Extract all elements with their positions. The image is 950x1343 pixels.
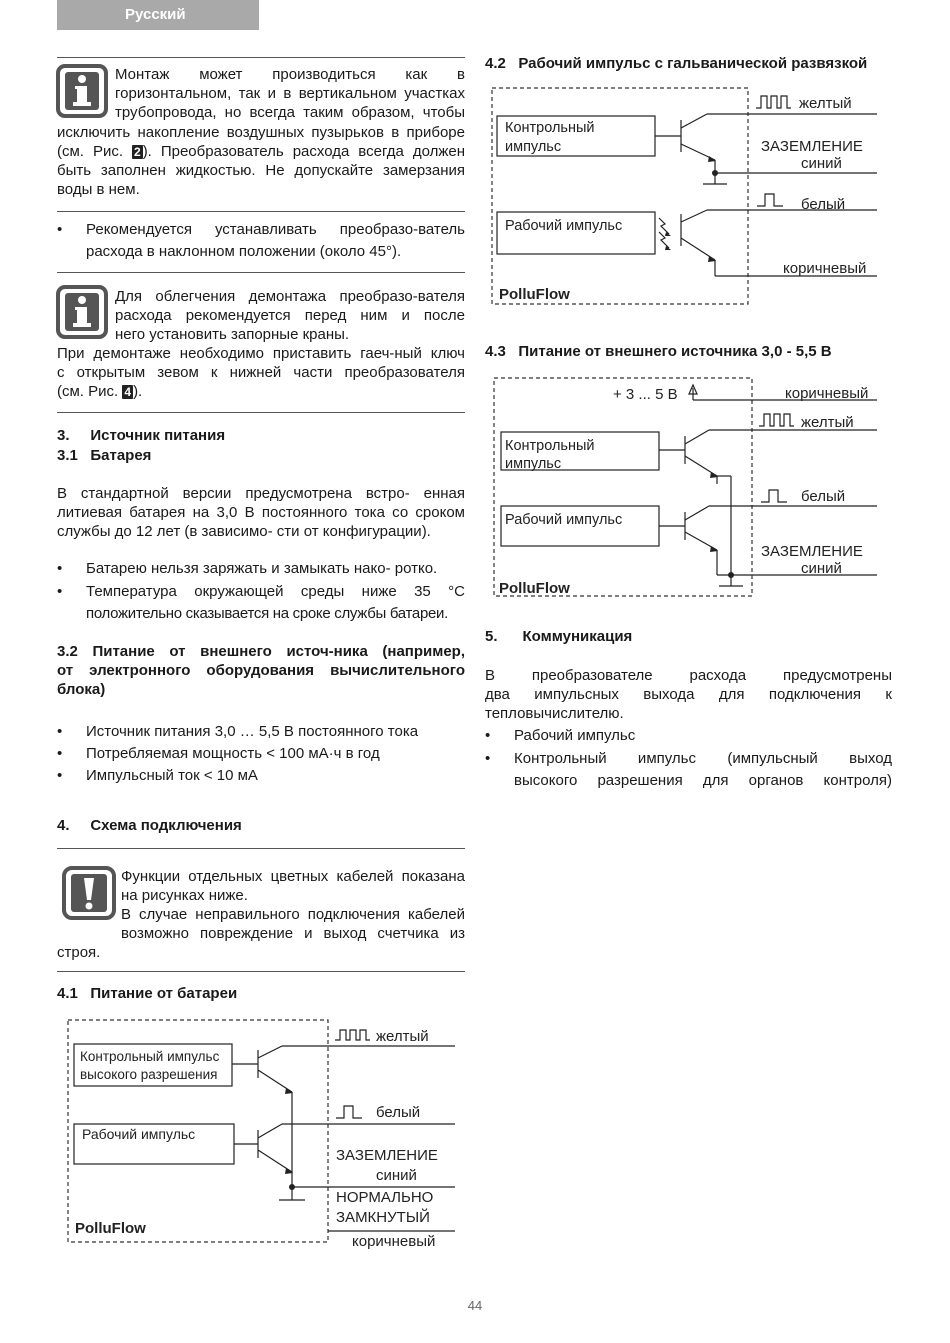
list-item-text: Источник питания 3,0 … 5,5 В постоянного тока — [86, 723, 419, 740]
info-text-line: исключить накопление воздушных пузырьков в приборе — [57, 124, 465, 141]
wire-label-yellow: желтый — [799, 95, 852, 112]
box-label: Контрольный — [505, 120, 595, 136]
brand-label: PolluFlow — [75, 1220, 146, 1237]
bullet-icon: • — [57, 745, 63, 762]
brand-label: PolluFlow — [499, 580, 570, 597]
bullet-icon: • — [57, 767, 63, 784]
wire-label-brown: коричневый — [785, 385, 869, 402]
info-text-line: него установить запорные краны. — [115, 326, 350, 343]
bullet-icon: • — [57, 221, 63, 238]
divider — [57, 412, 465, 413]
wire-label-nc: ЗАМКНУТЫЙ — [336, 1209, 430, 1226]
box-label: Рабочий импульс — [82, 1126, 196, 1142]
wire-label-blue: синий — [801, 155, 842, 172]
info-text-line: горизонтальном, так и в вертикальном участках — [115, 85, 465, 102]
list-item — [485, 725, 892, 747]
divider — [57, 848, 465, 849]
body-text-line: службы до 12 лет (в зависимо- сти от конфигурации). — [57, 523, 431, 540]
bullet-icon: • — [485, 727, 491, 744]
wiring-diagram-battery — [60, 1012, 460, 1252]
section-heading: от электронного оборудования вычислительного — [57, 662, 465, 679]
wire-label-brown: коричневый — [352, 1233, 436, 1250]
list-item — [57, 721, 465, 743]
divider — [57, 971, 465, 972]
section-heading: 4.1 Питание от батареи — [57, 985, 238, 1002]
wire-label-ground: ЗАЗЕМЛЕНИЕ — [761, 138, 863, 155]
section-heading: 4.3 Питание от внешнего источника 3,0 - 5,5 В — [485, 343, 832, 360]
info-text-line: с открытым зевом к нижней части преобразователя — [57, 364, 465, 381]
bullet-icon: • — [485, 750, 491, 767]
list-item-text: Рекомендуется устанавливать преобразо-ватель — [86, 221, 465, 238]
body-text-line: литиевая батарея на 3,0 В постоянного тока со сроком — [57, 504, 465, 521]
box-label: импульс — [505, 456, 562, 472]
wire-label-ground: ЗАЗЕМЛЕНИЕ — [336, 1147, 438, 1164]
info-text-line: воды в нем. — [57, 181, 140, 198]
page-number: 44 — [467, 1298, 483, 1313]
info-text-line: Монтаж может производиться как в — [115, 66, 465, 83]
info-text-line: Для облегчения демонтажа преобразо-вателя — [115, 288, 465, 305]
body-text-line: В стандартной версии предусмотрена встро- енная — [57, 485, 465, 502]
section-heading: блока) — [57, 681, 106, 698]
list-item-text: Рабочий импульс — [514, 727, 636, 744]
bullet-icon: • — [57, 583, 63, 600]
figure-number-badge: 4 — [124, 385, 132, 399]
section-heading: 5. Коммуникация — [485, 628, 633, 645]
list-item-text: положительно сказывается на сроке службы батареи. — [86, 605, 448, 622]
wire-label-white: белый — [376, 1104, 421, 1121]
info-icon — [56, 285, 108, 344]
divider — [57, 57, 465, 58]
divider — [57, 272, 465, 273]
wiring-diagram-external — [485, 372, 885, 607]
list-item-text: Контрольный импульс (импульсный выход — [514, 750, 892, 767]
info-text-line — [57, 382, 142, 401]
wire-label-nc: НОРМАЛЬНО — [336, 1189, 434, 1206]
warning-text-line: возможно повреждение и выход счетчика из — [121, 925, 465, 942]
bullet-icon: • — [57, 560, 63, 577]
text-fragment: ). — [133, 383, 143, 400]
info-text-line: быть заполнен жидкостью. Не допускайте замерзания — [57, 162, 465, 179]
divider — [57, 211, 465, 212]
wiring-diagram-galvanic — [485, 82, 885, 312]
wire-label-white: белый — [801, 488, 846, 505]
text-fragment: (см. Рис. — [57, 383, 123, 400]
body-text-line: два импульсных выхода для подключения к — [485, 686, 892, 703]
brand-label: PolluFlow — [499, 286, 570, 303]
list-item-text: Температура окружающей среды ниже 35 °С — [86, 583, 465, 600]
list-item-text: высокого разрешения для органов контроля) — [514, 772, 892, 789]
list-item — [57, 219, 465, 263]
wire-label-white: белый — [801, 196, 846, 213]
supply-label: + 3 ... 5 В — [613, 386, 678, 403]
wire-label-yellow: желтый — [801, 414, 854, 431]
figure-number-badge: 2 — [134, 145, 141, 159]
info-text-line — [57, 142, 465, 161]
warning-text-line: на рисунках ниже. — [121, 887, 248, 904]
wire-label-brown: коричневый — [783, 260, 867, 277]
list-item-text: расхода в наклонном положении (около 45°). — [86, 243, 402, 260]
warning-text-line: В случае неправильного подключения кабелей — [121, 906, 465, 923]
box-label: Рабочий импульс — [505, 512, 623, 528]
section-heading: 4. Схема подключения — [57, 817, 242, 834]
info-text-line: расхода рекомендуется перед ним и после — [115, 307, 465, 324]
text-fragment: (см. Рис. — [57, 143, 132, 160]
list-item-text: Импульсный ток < 10 мА — [86, 767, 258, 784]
bullet-icon: • — [57, 723, 63, 740]
wire-label-yellow: желтый — [376, 1028, 429, 1045]
section-heading: 3.2 Питание от внешнего источ-ника (например, — [57, 643, 465, 660]
info-icon — [56, 64, 108, 123]
box-label: Контрольный — [505, 438, 595, 454]
box-label: Рабочий импульс — [505, 218, 623, 234]
wire-label-ground: ЗАЗЕМЛЕНИЕ — [761, 543, 863, 560]
box-label: высокого разрешения — [80, 1067, 218, 1082]
list-item — [485, 748, 892, 792]
box-label: Контрольный импульс — [80, 1049, 220, 1064]
wire-label-blue: синий — [801, 560, 842, 577]
warning-text-line: строя. — [57, 944, 101, 961]
info-text-line: При демонтаже необходимо приставить гаеч-ный ключ — [57, 345, 465, 362]
wire-label-blue: синий — [376, 1167, 417, 1184]
list-item — [57, 765, 465, 787]
warning-text-line: Функции отдельных цветных кабелей показана — [121, 868, 465, 885]
info-text-line: трубопровода, но всегда таким образом, чтобы — [115, 104, 465, 121]
language-tab: Русский — [57, 0, 259, 30]
body-text-line: В преобразователе расхода предусмотрены — [485, 667, 892, 684]
section-heading: 3.1 Батарея — [57, 447, 152, 464]
list-item-text: Батарею нельзя заряжать и замыкать нако- ротко. — [86, 560, 438, 577]
list-item-text: Потребляемая мощность < 100 мА·ч в год — [86, 745, 380, 762]
list-item — [57, 558, 465, 580]
list-item — [57, 743, 465, 765]
warning-icon — [62, 866, 116, 925]
section-heading: 4.2 Рабочий импульс с гальванической развязкой — [485, 55, 868, 72]
list-item — [57, 581, 465, 625]
text-fragment: ). Преобразователь расхода всегда должен — [142, 143, 465, 160]
box-label: импульс — [505, 139, 562, 155]
body-text-line: тепловычислителю. — [485, 705, 624, 722]
section-heading: 3. Источник питания — [57, 427, 226, 444]
